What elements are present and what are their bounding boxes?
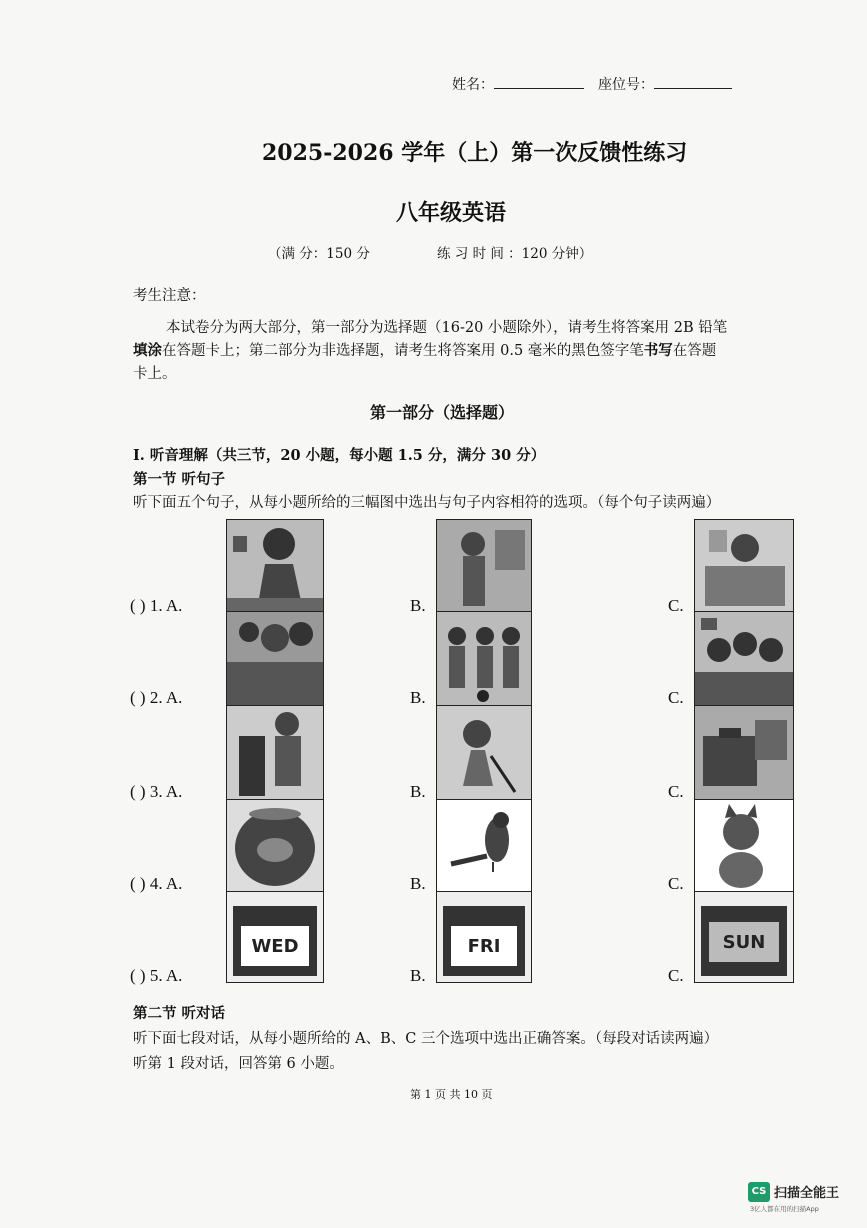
calendar-fri-text: FRI bbox=[467, 936, 501, 957]
question-2-option-b[interactable]: B. bbox=[410, 688, 426, 707]
question-5-option-b[interactable]: B. bbox=[410, 966, 426, 985]
notice-line-1: 本试卷分为两大部分，第一部分为选择题（16-20 小题除外），请考生将答案用 2B 铅笔 bbox=[166, 320, 728, 336]
question-5-option-c[interactable]: C. bbox=[668, 966, 684, 985]
question-5-label[interactable]: ( ) 5. A. bbox=[130, 966, 183, 985]
q2-b-boys-soccer-image[interactable] bbox=[436, 611, 532, 707]
question-3-label[interactable]: ( ) 3. A. bbox=[130, 782, 183, 801]
question-4-label[interactable]: ( ) 4. A. bbox=[130, 874, 183, 893]
question-3-option-c[interactable]: C. bbox=[668, 782, 684, 801]
section2-title: 第二节 听对话 bbox=[133, 1005, 226, 1022]
q1-b-girl-watering-image[interactable] bbox=[436, 519, 532, 613]
name-field[interactable] bbox=[452, 74, 584, 94]
scanner-name: 扫描全能王 bbox=[774, 1186, 840, 1201]
scanner-tagline: 3亿人都在用的扫描App bbox=[750, 1205, 819, 1213]
question-3-option-b[interactable]: B. bbox=[410, 782, 426, 801]
question-2-label[interactable]: ( ) 2. A. bbox=[130, 688, 183, 707]
question-1-label[interactable]: ( ) 1. A. bbox=[130, 596, 183, 615]
section1-title: 第一节 听句子 bbox=[133, 471, 226, 488]
section-I-title: Ⅰ. 听音理解（共三节，20 小题，每小题 1.5 分，满分 30 分） bbox=[133, 447, 546, 464]
notice-line-2-text: 在答题卡上；第二部分为非选择题，请考生将答案用 0.5 毫米的黑色签字笔 bbox=[162, 343, 644, 359]
notice-line-2-end: 在答题 bbox=[672, 343, 717, 359]
scanner-watermark bbox=[748, 1180, 858, 1216]
section1-instructions: 听下面五个句子，从每小题所给的三幅图中选出与句子内容相符的选项。（每个句子读两遍） bbox=[133, 495, 721, 511]
q4-c-cat-image[interactable] bbox=[694, 799, 794, 893]
q4-a-fishbowl-image[interactable] bbox=[226, 799, 324, 893]
q5-b-calendar-fri-image[interactable] bbox=[436, 891, 532, 983]
name-blank[interactable] bbox=[494, 87, 584, 89]
name-label: 姓名： bbox=[452, 77, 494, 93]
seat-field[interactable] bbox=[598, 74, 732, 94]
page-footer: 第 1 页 共 10 页 bbox=[410, 1088, 493, 1101]
q4-b-parrot-image[interactable] bbox=[436, 799, 532, 893]
q3-b-girl-sweeping-image[interactable] bbox=[436, 705, 532, 801]
fill-emphasis: 填涂 bbox=[133, 342, 162, 359]
question-4-option-b[interactable]: B. bbox=[410, 874, 426, 893]
question-4-option-c[interactable]: C. bbox=[668, 874, 684, 893]
exam-subtitle: 八年级英语 bbox=[396, 200, 507, 226]
part1-title: 第一部分（选择题） bbox=[370, 403, 515, 422]
notice-heading: 考生注意： bbox=[133, 288, 206, 304]
notice-line-2 bbox=[133, 339, 716, 360]
q1-a-girl-with-phone-image[interactable] bbox=[226, 519, 324, 613]
write-emphasis: 书写 bbox=[643, 342, 673, 359]
q2-c-kids-eating-image[interactable] bbox=[694, 611, 794, 707]
question-1-option-c[interactable]: C. bbox=[668, 596, 684, 615]
q3-a-cleaning-image[interactable] bbox=[226, 705, 324, 801]
q1-c-girl-in-bed-image[interactable] bbox=[694, 519, 794, 613]
calendar-sun-text: SUN bbox=[722, 932, 766, 953]
dialog-1-instruction: 听第 1 段对话，回答第 6 小题。 bbox=[133, 1056, 344, 1072]
calendar-wed-text: WED bbox=[251, 936, 299, 957]
seat-label: 座位号： bbox=[598, 77, 654, 93]
notice-line-3: 卡上。 bbox=[133, 366, 177, 382]
q5-a-calendar-wed-image[interactable] bbox=[226, 891, 324, 983]
time-info: 练 习 时 间 ：120 分钟） bbox=[437, 246, 593, 262]
q2-a-kids-image[interactable] bbox=[226, 611, 324, 707]
exam-title: 2025-2026 学年（上）第一次反馈性练习 bbox=[262, 140, 688, 166]
question-1-option-b[interactable]: B. bbox=[410, 596, 426, 615]
q3-c-suitcase-image[interactable] bbox=[694, 705, 794, 801]
score-info: （满 分：150 分 bbox=[268, 246, 370, 262]
q5-c-calendar-sun-image[interactable] bbox=[694, 891, 794, 983]
scanner-logo-icon: CS bbox=[748, 1182, 770, 1202]
section2-instructions: 听下面七段对话，从每小题所给的 A、B、C 三个选项中选出正确答案。（每段对话读两遍） bbox=[133, 1031, 719, 1047]
question-2-option-c[interactable]: C. bbox=[668, 688, 684, 707]
seat-blank[interactable] bbox=[654, 87, 732, 89]
